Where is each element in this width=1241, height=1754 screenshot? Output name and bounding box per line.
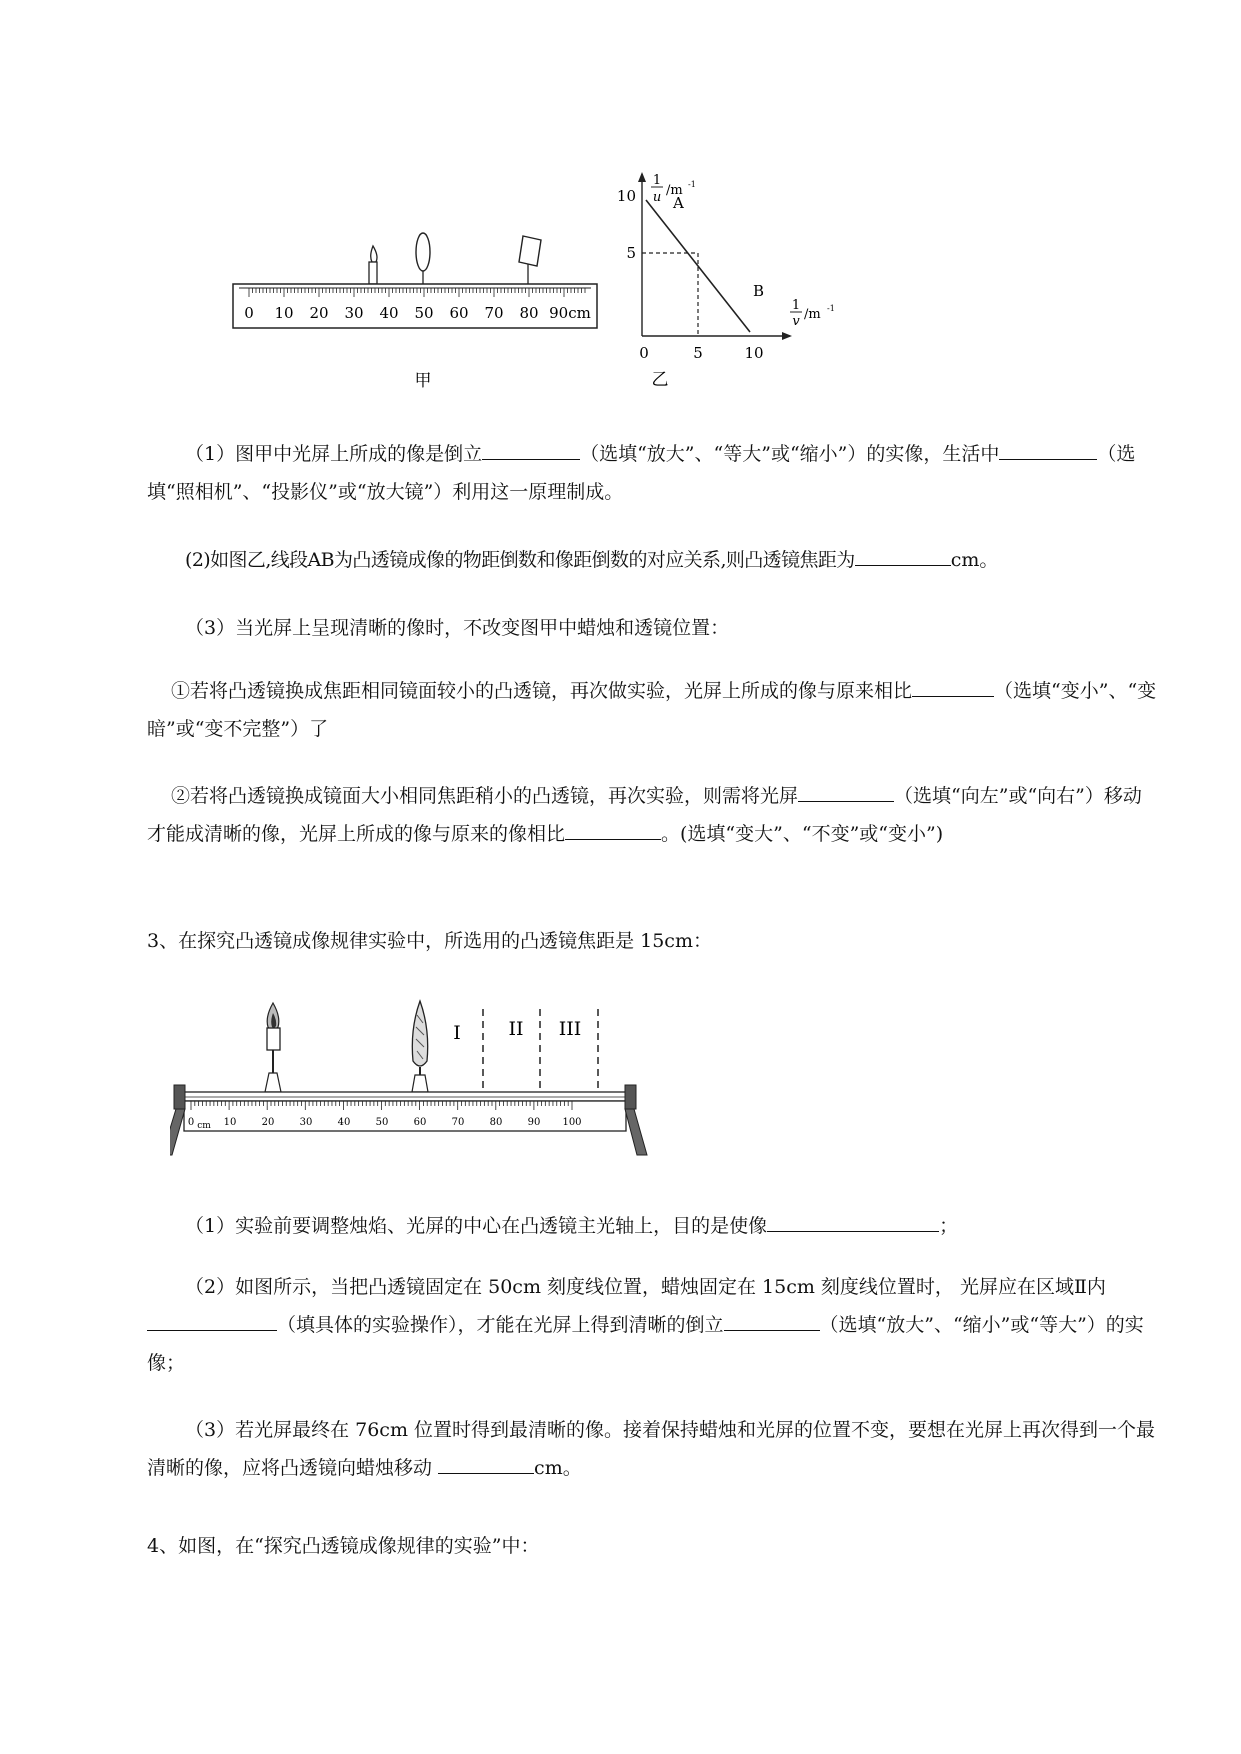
ruler-label: 70 (484, 304, 504, 322)
ruler-label: 10 (274, 304, 294, 322)
bench-label: 60 (413, 1117, 427, 1128)
svg-text:u: u (652, 190, 662, 205)
point-a-label: A (673, 194, 684, 212)
figure-caption-yi: 乙 (651, 370, 669, 390)
ruler-label: 40 (379, 304, 399, 322)
ruler-label: 20 (309, 304, 329, 322)
q2-part2: (2)如图乙,线段AB为凸透镜成像的物距倒数和像距倒数的对应关系,则凸透镜焦距为 cm。 (147, 541, 1157, 579)
light-screen (519, 236, 541, 284)
q2-part3: （3）当光屏上呈现清晰的像时，不改变图甲中蜡烛和透镜位置： (185, 617, 730, 639)
x-tick-label: 0 (639, 344, 649, 362)
bench-end-post (625, 1085, 636, 1109)
bench-label: 100 (562, 1117, 582, 1128)
svg-text:/m: /m (666, 183, 683, 198)
answer-blank[interactable] (565, 815, 661, 840)
convex-lens (416, 233, 430, 271)
svg-text:v: v (792, 314, 800, 329)
candle (369, 246, 377, 284)
figure-q3-bench (170, 995, 680, 1203)
figure-q3-svg (170, 995, 680, 1203)
bench-label: 70 (451, 1117, 465, 1128)
optical-bench (184, 1092, 626, 1101)
candle (265, 1003, 281, 1092)
figure-jia (225, 222, 605, 397)
bench-label: 10 (223, 1117, 237, 1128)
bench-label: 30 (299, 1117, 313, 1128)
bench-label: 0 (187, 1117, 195, 1128)
svg-text:1: 1 (791, 298, 801, 313)
answer-blank[interactable] (912, 672, 994, 697)
answer-blank[interactable] (147, 1306, 277, 1331)
figure-yi-svg (610, 168, 860, 400)
bench-label: 90 (527, 1117, 541, 1128)
x-axis-label (790, 298, 835, 329)
figure-jia-svg (225, 222, 605, 397)
ruler-label: 0 (244, 304, 254, 322)
ruler-label: 60 (449, 304, 469, 322)
q2-part1: （1）图甲中光屏上所成的像是倒立 （选填“放大”、“等大”或“缩小”）的实像，生活中 （选填“照相机”、“投影仪”或“放大镜”）利用这一原理制成。 (147, 435, 1157, 511)
x-tick-label: 5 (693, 344, 703, 362)
q4-title: 4、如图，在“探究凸透镜成像规律的实验”中： (147, 1535, 540, 1557)
bench-leg (625, 1109, 647, 1155)
convex-lens (412, 1001, 428, 1092)
ruler-label: 30 (344, 304, 364, 322)
q3-part3: （3）若光屏最终在 76cm 位置时得到最清晰的像。接着保持蜡烛和光屏的位置不变，要想在光屏上再次得到一个最清晰的像，应将凸透镜向蜡烛移动 cm。 (147, 1419, 1156, 1479)
figure-yi (610, 168, 860, 400)
bench-leg (170, 1109, 185, 1155)
q3-part2: （2）如图所示，当把凸透镜固定在 50cm 刻度线位置，蜡烛固定在 15cm 刻度线位置时， 光屏应在区域Ⅱ内 （填具体的实验操作），才能在光屏上得到清晰的倒立 （选填“放大”、“缩小”或“等大”）的实像； (147, 1276, 1144, 1374)
q3-part1: （1）实验前要调整烛焰、光屏的中心在凸透镜主光轴上，目的是使像 ； (147, 1207, 1157, 1245)
point-b-label: B (753, 282, 765, 300)
answer-blank[interactable] (999, 435, 1097, 460)
svg-text:-1: -1 (688, 180, 696, 189)
region-label: III (558, 1018, 582, 1040)
region-label: I (453, 1022, 461, 1044)
bench-end-post (174, 1085, 185, 1109)
q3-title: 3、在探究凸透镜成像规律实验中，所选用的凸透镜焦距是 15cm： (147, 930, 712, 952)
answer-blank[interactable] (767, 1207, 939, 1232)
answer-blank[interactable] (855, 541, 951, 566)
answer-blank[interactable] (438, 1449, 534, 1474)
answer-blank[interactable] (798, 777, 894, 802)
answer-blank[interactable] (482, 435, 580, 460)
svg-text:/m: /m (804, 307, 821, 322)
ruler-label: 80 (519, 304, 539, 322)
svg-text:1: 1 (652, 173, 662, 188)
y-tick-label: 10 (616, 187, 636, 205)
x-tick-label: 10 (744, 344, 764, 362)
figure-caption-jia: 甲 (414, 371, 432, 391)
region-label: II (508, 1018, 524, 1040)
bench-scale (184, 1101, 626, 1131)
bench-label: 80 (489, 1117, 503, 1128)
ruler-label: 90cm (549, 304, 591, 322)
ruler-label: 50 (414, 304, 434, 322)
bench-label: 40 (337, 1117, 351, 1128)
bench-label: 20 (261, 1117, 275, 1128)
q2-part3-item1: ①若将凸透镜换成焦距相同镜面较小的凸透镜，再次做实验，光屏上所成的像与原来相比 （选填“变小”、“变暗”或“变不完整”）了 (147, 672, 1157, 748)
bench-label: 50 (375, 1117, 389, 1128)
bench-unit: cm (197, 1121, 211, 1131)
y-tick-label: 5 (626, 244, 636, 262)
q2-part3-item2: ②若将凸透镜换成镜面大小相同焦距稍小的凸透镜，再次实验，则需将光屏 （选填“向左”或“向右”）移动才能成清晰的像，光屏上所成的像与原来的像相比 。(选填“变大”、“不变”或“变小”) (147, 777, 1157, 853)
svg-text:-1: -1 (827, 304, 835, 313)
answer-blank[interactable] (724, 1306, 820, 1331)
